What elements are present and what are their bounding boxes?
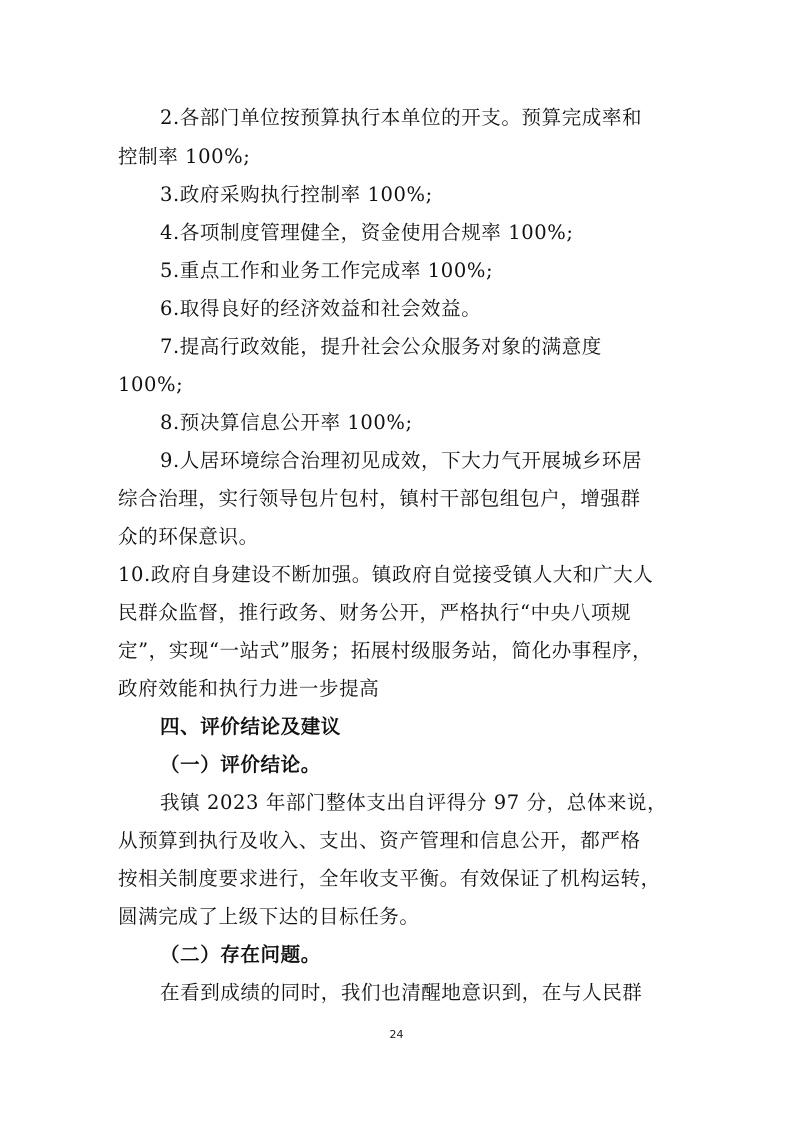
paragraph-item-2-line-2: 控制率 100%; [118,145,251,168]
paragraph-item-10-line-4: 政府效能和执行力进一步提高 [118,677,380,700]
paragraph-item-2-line-1: 2.各部门单位按预算执行本单位的开支。预算完成率和 [160,106,643,129]
paragraph-item-5: 5.重点工作和业务工作完成率 100%; [160,259,494,282]
subheading-evaluation-conclusion: （一）评价结论。 [160,753,321,776]
paragraph-item-9-line-1: 9.人居环境综合治理初见成效，下大力气开展城乡环居 [160,449,643,472]
paragraph-problems-line-1: 在看到成绩的同时，我们也清醒地意识到，在与人民群 [160,981,643,1004]
paragraph-item-8: 8.预决算信息公开率 100%; [160,411,413,434]
paragraph-conclusion-line-4: 圆满完成了上级下达的目标任务。 [118,905,420,928]
paragraph-item-7-line-2: 100%; [118,373,184,396]
paragraph-conclusion-line-1: 我镇 2023 年部门整体支出自评得分 97 分，总体来说， [160,791,668,814]
paragraph-conclusion-line-3: 按相关制度要求进行，全年收支平衡。有效保证了机构运转， [118,867,661,890]
paragraph-item-6: 6.取得良好的经济效益和社会效益。 [160,297,482,320]
paragraph-item-3: 3.政府采购执行控制率 100%; [160,183,433,206]
section-heading-evaluation: 四、评价结论及建议 [160,715,341,738]
paragraph-item-4: 4.各项制度管理健全，资金使用合规率 100%; [160,221,574,244]
page-number: 24 [389,1028,404,1041]
paragraph-item-9-line-2: 综合治理，实行领导包片包村，镇村干部包组包户，增强群 [118,487,641,510]
paragraph-item-9-line-3: 众的环保意识。 [118,525,259,548]
paragraph-item-7-line-1: 7.提高行政效能，提升社会公众服务对象的满意度 [160,335,602,358]
paragraph-item-10-line-2: 民群众监督，推行政务、财务公开，严格执行“中央八项规 [118,601,632,624]
paragraph-item-10-line-3: 定”，实现“一站式”服务；拓展村级服务站，简化办事程序， [118,639,653,662]
subheading-existing-problems: （二）存在问题。 [160,943,321,966]
paragraph-conclusion-line-2: 从预算到执行及收入、支出、资产管理和信息公开，都严格 [118,829,641,852]
paragraph-item-10-line-1: 10.政府自身建设不断加强。镇政府自觉接受镇人大和广大人 [118,563,654,586]
